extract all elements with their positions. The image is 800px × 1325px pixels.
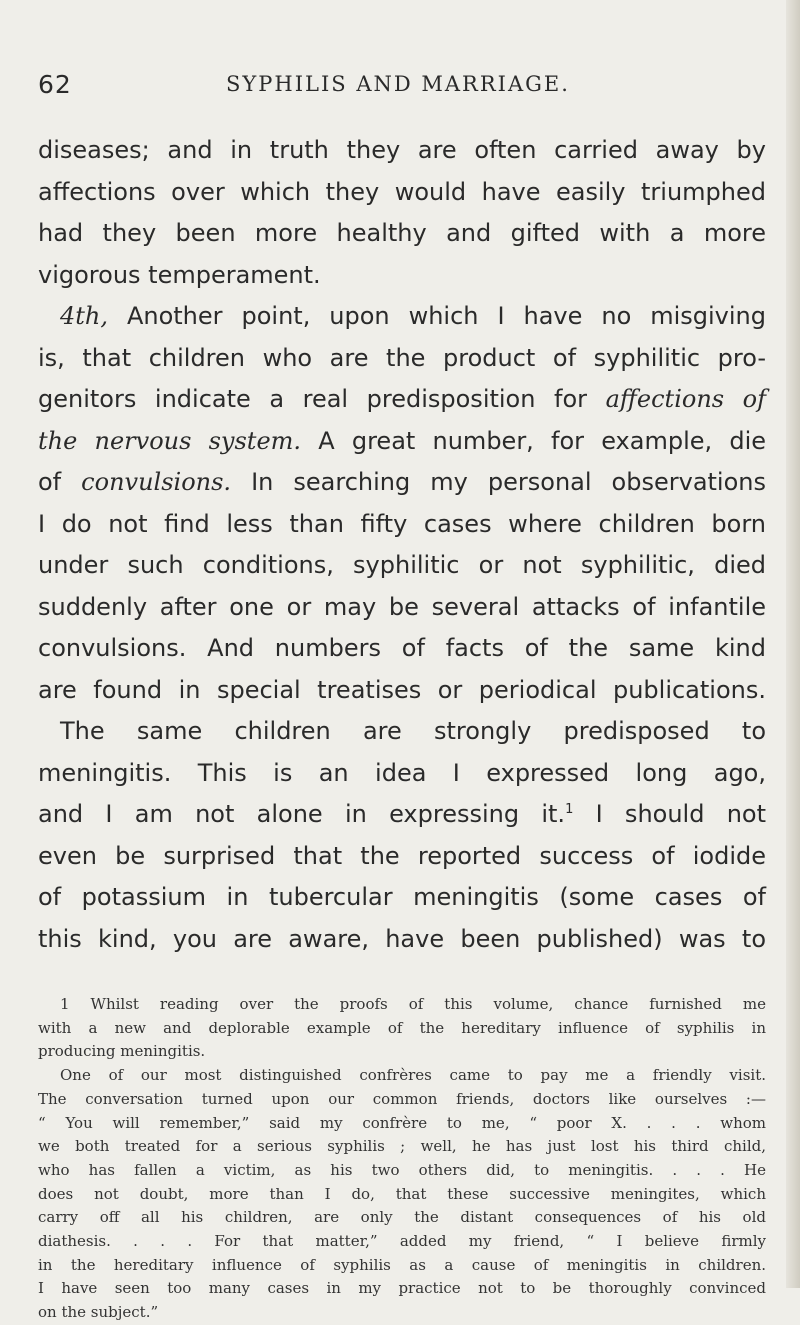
footnote-line: carry off all his children, are only the distant consequences of his old — [38, 1208, 766, 1227]
emphasis-text: the nervous system. — [38, 426, 302, 455]
text-fragment: A great number, for example, die — [301, 426, 766, 455]
text-fragment: and I am not alone in expressing it. — [38, 800, 566, 828]
text-line — [38, 421, 766, 463]
text-fragment: I should not — [573, 800, 767, 828]
text-line: are found in special treatises or periodical publications. — [38, 675, 766, 704]
text-line: affections over which they would have easily triumphed — [38, 177, 766, 206]
footnote-line: I have seen too many cases in my practice not to be thoroughly convinced — [38, 1279, 766, 1298]
running-title: SYPHILIS AND MARRIAGE. — [226, 72, 570, 96]
text-line — [38, 379, 766, 421]
text-line: suddenly after one or may be several attacks of infantile — [38, 592, 766, 621]
text-line: I do not find less than fifty cases where children born — [38, 509, 766, 538]
text-line — [38, 794, 766, 836]
text-line: had they been more healthy and gifted with a more — [38, 219, 766, 247]
text-line: meningitis. This is an idea I expressed long ago, — [38, 758, 766, 787]
text-fragment: genitors indicate a real predisposition for — [38, 385, 606, 413]
footnote-marker: 1 — [565, 802, 574, 817]
footnote-line: does not doubt, more than I do, that these successive meningites, which — [38, 1184, 766, 1203]
footnote — [38, 993, 766, 1325]
footnote-line: we both treated for a serious syphilis ; well, he has just lost his third child, — [38, 1137, 766, 1156]
text-fragment: In searching my personal observations — [231, 468, 767, 496]
footnote-line: who has fallen a victim, as his two others did, to meningitis. . . . He — [38, 1160, 766, 1179]
text-fragment: Another point, upon which I have no misgiving — [108, 302, 766, 330]
body-text — [38, 130, 766, 960]
page-header — [38, 70, 758, 106]
section-number: 4th, — [60, 302, 108, 330]
text-line: even be surprised that the reported success of iodide — [38, 841, 766, 870]
text-line: this kind, you are aware, have been published) was to — [38, 924, 766, 953]
footnote-line: “ You will remember,” said my confrère to me, “ poor X. . . . whom — [38, 1113, 766, 1132]
text-line: vigorous temperament. — [38, 260, 321, 289]
text-line: under such conditions, syphilitic or not syphilitic, died — [38, 551, 766, 579]
emphasis-text: affections of — [605, 385, 766, 413]
footnote-line: One of our most distinguished confrères came to pay me a friendly visit. — [60, 1066, 766, 1085]
footnote-line: producing meningitis. — [38, 1042, 206, 1061]
paragraph-start-line: The same children are strongly predisposed to — [60, 717, 766, 745]
footnote-line: in the hereditary influence of syphilis as a cause of meningitis in children. — [38, 1255, 766, 1274]
footnote-line: on the subject.” — [38, 1303, 159, 1322]
text-line: convulsions. And numbers of facts of the same kind — [38, 634, 766, 662]
paragraph-start-line — [38, 296, 766, 338]
text-fragment: of — [38, 468, 82, 496]
footnote-line: with a new and deplorable example of the hereditary influence of syphilis in — [38, 1018, 766, 1037]
footnote-line: 1 Whilst reading over the proofs of this volume, chance furnished me — [60, 995, 766, 1013]
text-line: of potassium in tubercular meningitis (some cases of — [38, 883, 766, 911]
page-edge-shadow — [786, 0, 800, 1288]
emphasis-text: convulsions. — [81, 468, 232, 496]
text-line: is, that children who are the product of syphilitic pro- — [38, 343, 766, 372]
page-number: 62 — [38, 70, 72, 99]
footnote-line: diathesis. . . . For that matter,” added my friend, “ I believe firmly — [38, 1232, 766, 1251]
text-line: diseases; and in truth they are often carried away by — [38, 136, 766, 164]
text-line — [38, 462, 766, 504]
footnote-line: The conversation turned upon our common friends, doctors like ourselves :— — [38, 1089, 766, 1108]
